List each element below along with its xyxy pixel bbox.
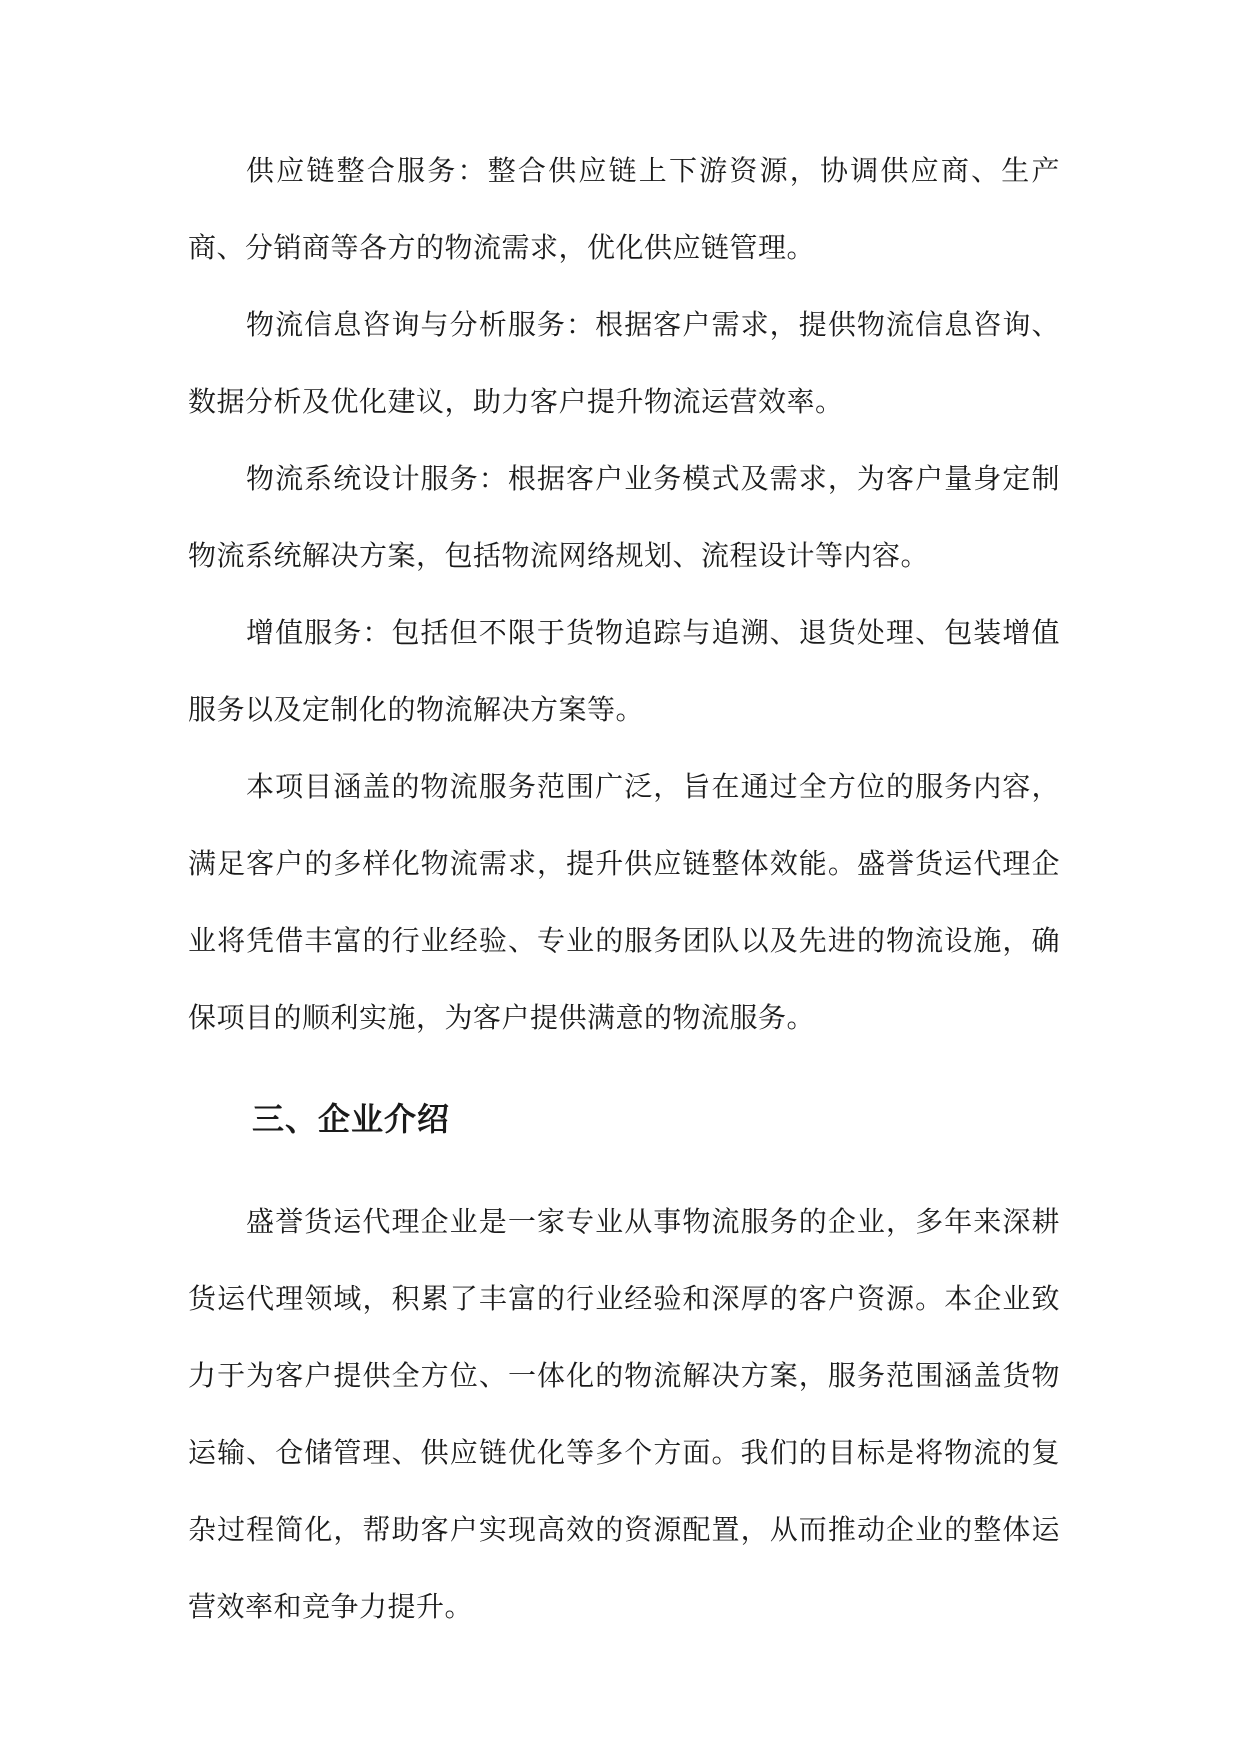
paragraph-logistics-system-design: 物流系统设计服务：根据客户业务模式及需求，为客户量身定制物流系统解决方案，包括物流网络规划、流程设计等内容。	[188, 462, 1060, 572]
paragraph-supply-chain-integration: 供应链整合服务：整合供应链上下游资源，协调供应商、生产商、分销商等各方的物流需求，优化供应链管理。	[188, 154, 1060, 264]
paragraph-logistics-consulting: 物流信息咨询与分析服务：根据客户需求，提供物流信息咨询、数据分析及优化建议，助力客户提升物流运营效率。	[188, 308, 1060, 418]
document-page	[188, 132, 1060, 1645]
paragraph-value-added-services: 增值服务：包括但不限于货物追踪与追溯、退货处理、包装增值服务以及定制化的物流解决方案等。	[188, 616, 1060, 726]
paragraph-company-introduction: 盛誉货运代理企业是一家专业从事物流服务的企业，多年来深耕货运代理领域，积累了丰富的行业经验和深厚的客户资源。本企业致力于为客户提供全方位、一体化的物流解决方案，服务范围涵盖货物运输、仓储管理、供应链优化等多个方面。我们的目标是将物流的复杂过程简化，帮助客户实现高效的资源配置，从而推动企业的整体运营效率和竞争力提升。	[188, 1205, 1060, 1623]
section-heading-company-intro: 三、企业介绍	[252, 1100, 451, 1138]
paragraph-project-scope-summary: 本项目涵盖的物流服务范围广泛，旨在通过全方位的服务内容，满足客户的多样化物流需求，提升供应链整体效能。盛誉货运代理企业将凭借丰富的行业经验、专业的服务团队以及先进的物流设施，确保项目的顺利实施，为客户提供满意的物流服务。	[188, 770, 1060, 1034]
